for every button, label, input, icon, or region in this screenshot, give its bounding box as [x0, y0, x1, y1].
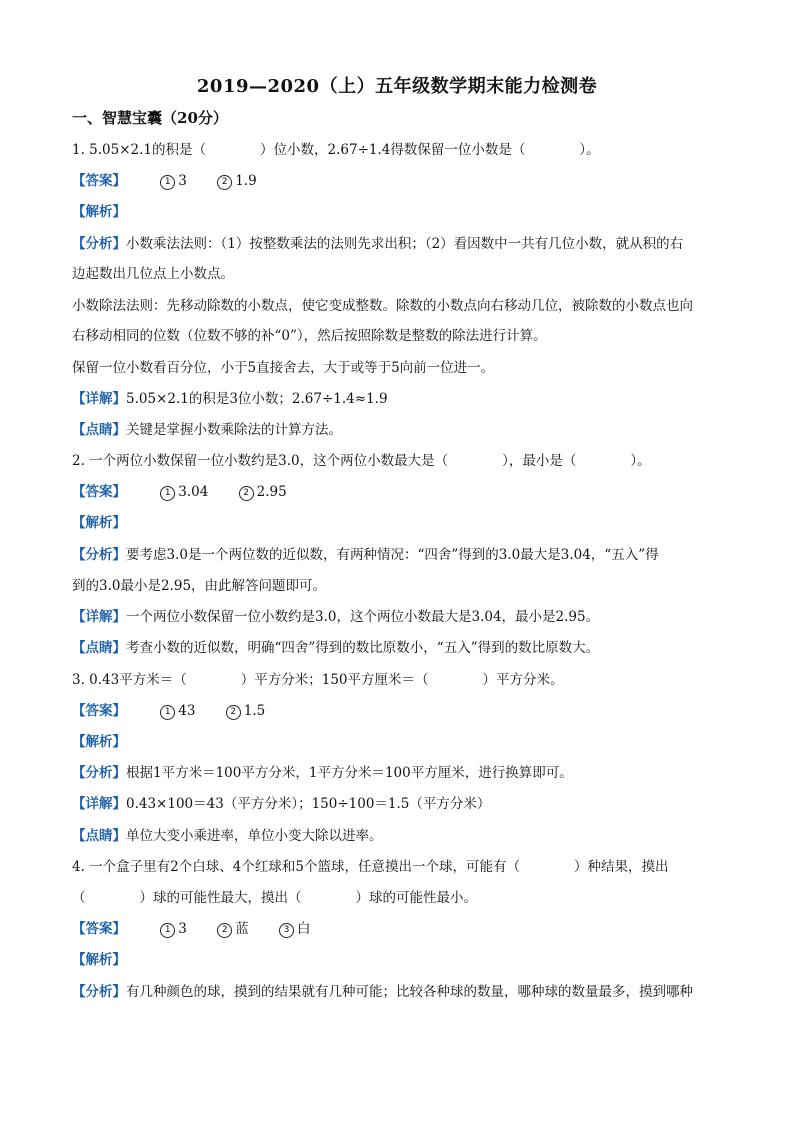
answer-option: 1 3.04	[160, 482, 208, 502]
answer-option: 2 2.95	[239, 482, 287, 502]
answer-tag: 【答案】	[72, 484, 126, 500]
question-3: 3. 0.43平方米＝（ ）平方分米；150平方厘米＝（ ）平方分米。	[72, 672, 564, 688]
fenxi-2: 【分析】要考虑3.0是一个两位数的近似数，有两种情况：“四舍”得到的3.0最大是3.04，“五入”得	[72, 547, 659, 563]
fenxi-3: 【分析】根据1平方米＝100平方分米，1平方分米＝100平方厘米，进行换算即可。	[72, 765, 573, 781]
fenxi-1: 【分析】小数乘法法则：（1）按整数乘法的法则先求出积；（2）看因数中一共有几位小数，就从积的右	[72, 236, 684, 252]
answer-option: 2 1.9	[217, 171, 256, 191]
answer-3	[72, 701, 732, 721]
dianjing-2: 【点睛】考查小数的近似数，明确“四舍”得到的数比原数小，“五入”得到的数比原数大。	[72, 640, 600, 656]
fenxi-1-cont: 保留一位小数看百分位，小于5直接舍去，大于或等于5向前一位进一。	[72, 360, 495, 376]
jiexi-label: 【解析】	[72, 734, 126, 750]
answer-4	[72, 919, 732, 939]
question-1: 1. 5.05×2.1的积是（ ）位小数，2.67÷1.4得数保留一位小数是（ ）。	[72, 142, 600, 158]
circle-number: 2	[226, 705, 241, 720]
circle-number: 2	[217, 923, 232, 938]
dianjing-1: 【点睛】关键是掌握小数乘除法的计算方法。	[72, 422, 342, 438]
answer-tag: 【答案】	[72, 921, 126, 937]
fenxi-1-cont: 小数除法法则：先移动除数的小数点，使它变成整数。除数的小数点向右移动几位，被除数的小数点也向	[72, 298, 693, 314]
circle-number: 1	[160, 175, 175, 190]
circle-number: 2	[217, 175, 232, 190]
xiangjie-3: 【详解】0.43×100＝43（平方分米）；150÷100＝1.5（平方分米）	[72, 796, 491, 812]
answer-2	[72, 482, 732, 502]
jiexi-label: 【解析】	[72, 952, 126, 968]
answer-tag: 【答案】	[72, 173, 126, 189]
answer-1	[72, 171, 732, 191]
question-4: 4. 一个盒子里有2个白球、4个红球和5个篮球，任意摸出一个球，可能有（ ）种结果，摸出	[72, 859, 669, 875]
circle-number: 3	[279, 923, 294, 938]
fenxi-2-cont: 到的3.0最小是2.95，由此解答问题即可。	[72, 578, 327, 594]
section-heading: 一、智慧宝囊（20分）	[72, 109, 228, 127]
jiexi-label: 【解析】	[72, 515, 126, 531]
fenxi-1-cont: 右移动相同的位数（位数不够的补“0”），然后按照除数是整数的除法进行计算。	[72, 328, 547, 344]
circle-number: 1	[160, 486, 175, 501]
fenxi-1-cont: 边起数出几位点上小数点。	[72, 266, 234, 282]
answer-option: 2 1.5	[226, 701, 265, 721]
fenxi-4: 【分析】有几种颜色的球，摸到的结果就有几种可能；比较各种球的数量，哪种球的数量最多，摸到哪种	[72, 984, 693, 1000]
question-4-cont: （ ）球的可能性最大，摸出（ ）球的可能性最小。	[72, 890, 477, 906]
circle-number: 1	[160, 705, 175, 720]
answer-option: 1 3	[160, 919, 187, 939]
answer-tag: 【答案】	[72, 703, 126, 719]
answer-option: 3 白	[279, 919, 311, 939]
page-title: 2019—2020（上）五年级数学期末能力检测卷	[196, 76, 598, 97]
circle-number: 2	[239, 486, 254, 501]
answer-option: 2 蓝	[217, 919, 249, 939]
answer-option: 1 43	[160, 701, 195, 721]
circle-number: 1	[160, 923, 175, 938]
jiexi-label: 【解析】	[72, 204, 126, 220]
xiangjie-2: 【详解】一个两位小数保留一位小数约是3.0，这个两位小数最大是3.04，最小是2.95。	[72, 609, 600, 625]
question-2: 2. 一个两位小数保留一位小数约是3.0，这个两位小数最大是（ ），最小是（ ）。	[72, 453, 651, 469]
xiangjie-1: 【详解】5.05×2.1的积是3位小数；2.67÷1.4≈1.9	[72, 391, 388, 407]
answer-option: 1 3	[160, 171, 187, 191]
dianjing-3: 【点睛】单位大变小乘进率，单位小变大除以进率。	[72, 828, 383, 844]
